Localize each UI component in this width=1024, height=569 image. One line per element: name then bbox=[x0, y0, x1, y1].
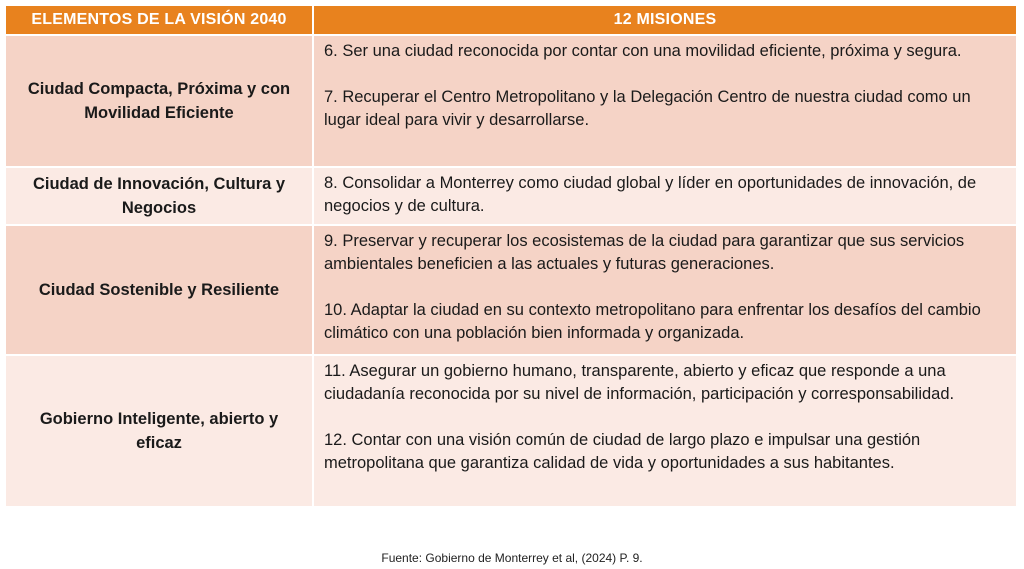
vision-missions-table bbox=[6, 6, 1018, 508]
mission-text: 7. Recuperar el Centro Metropolitano y la Delegación Centro de nuestra ciudad como un lugar ideal para vivir y desarrollarse. bbox=[324, 88, 971, 129]
missions-cell bbox=[314, 36, 1018, 168]
mission-text: 10. Adaptar la ciudad en su contexto metropolitano para enfrentar los desafíos del cambio climático con una población bien informada y organizada. bbox=[324, 301, 981, 342]
header-missions: 12 MISIONES bbox=[314, 6, 1018, 36]
missions-cell bbox=[314, 226, 1018, 356]
mission-text: 6. Ser una ciudad reconocida por contar con una movilidad eficiente, próxima y segura. bbox=[324, 42, 962, 60]
mission-text: 12. Contar con una visión común de ciudad de largo plazo e impulsar una gestión metropolitana que garantiza calidad de vida y oportunidades a sus habitantes. bbox=[324, 431, 921, 472]
element-cell: Ciudad Sostenible y Resiliente bbox=[6, 226, 314, 356]
element-cell: Ciudad de Innovación, Cultura y Negocios bbox=[6, 168, 314, 226]
mission-text: 8. Consolidar a Monterrey como ciudad global y líder en oportunidades de innovación, de negocios y de cultura. bbox=[324, 174, 977, 215]
mission-text: 11. Asegurar un gobierno humano, transparente, abierto y eficaz que responde a una ciudadanía reconocida por su nivel de información, participación y corresponsabilidad. bbox=[324, 362, 955, 403]
header-elements: ELEMENTOS DE LA VISIÓN 2040 bbox=[6, 6, 314, 36]
mission-text: 9. Preservar y recuperar los ecosistemas de la ciudad para garantizar que sus servicios ambientales beneficien a las actuales y futuras generaciones. bbox=[324, 232, 965, 273]
missions-cell bbox=[314, 356, 1018, 508]
source-caption: Fuente: Gobierno de Monterrey et al, (2024) P. 9. bbox=[381, 551, 643, 565]
element-cell: Ciudad Compacta, Próxima y con Movilidad Eficiente bbox=[6, 36, 314, 168]
missions-cell bbox=[314, 168, 1018, 226]
element-cell: Gobierno Inteligente, abierto y eficaz bbox=[6, 356, 314, 508]
